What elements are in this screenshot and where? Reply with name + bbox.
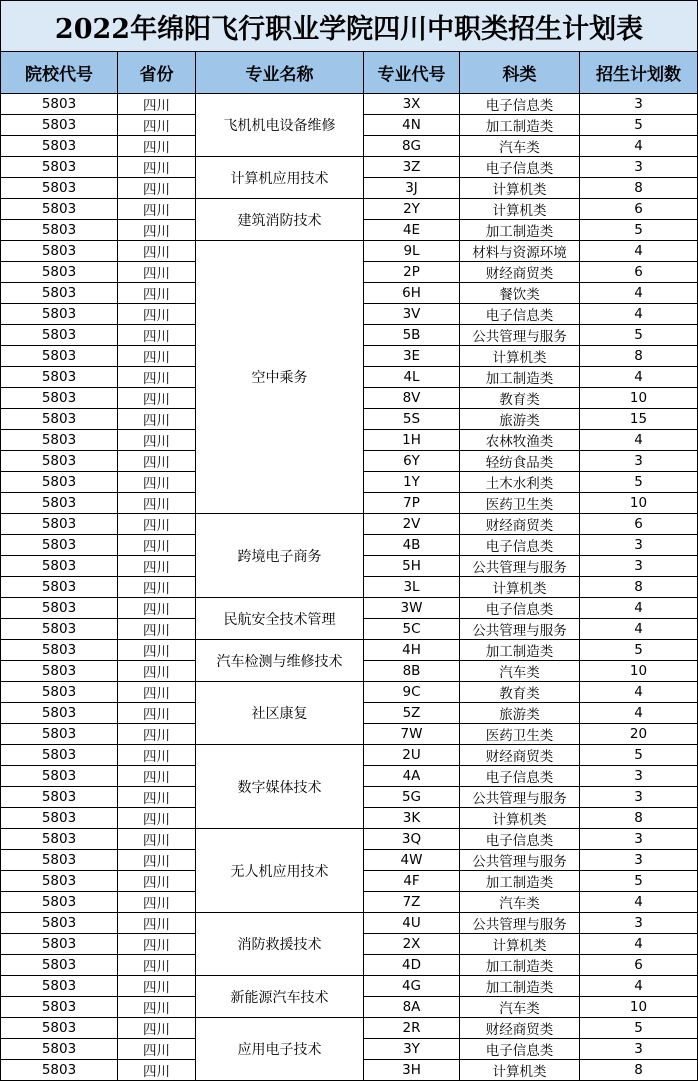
major-code-cell: 4N — [364, 115, 460, 136]
province-cell: 四川 — [118, 577, 196, 598]
province-cell: 四川 — [118, 556, 196, 577]
province-cell: 四川 — [118, 94, 196, 115]
category-cell: 公共管理与服务 — [460, 913, 580, 934]
province-cell: 四川 — [118, 220, 196, 241]
major-code-cell: 3W — [364, 598, 460, 619]
plan-count-cell: 3 — [580, 913, 698, 934]
major-name-cell: 数字媒体技术 — [196, 745, 364, 829]
header-plan-count: 招生计划数 — [580, 52, 698, 94]
major-code-cell: 6H — [364, 283, 460, 304]
header-province: 省份 — [118, 52, 196, 94]
major-code-cell: 9C — [364, 682, 460, 703]
category-cell: 汽车类 — [460, 136, 580, 157]
category-cell: 餐饮类 — [460, 283, 580, 304]
province-cell: 四川 — [118, 283, 196, 304]
province-cell: 四川 — [118, 178, 196, 199]
major-code-cell: 2P — [364, 262, 460, 283]
school-code-cell: 5803 — [0, 304, 118, 325]
school-code-cell: 5803 — [0, 661, 118, 682]
plan-count-cell: 5 — [580, 640, 698, 661]
province-cell: 四川 — [118, 262, 196, 283]
province-cell: 四川 — [118, 1060, 196, 1081]
category-cell: 电子信息类 — [460, 829, 580, 850]
plan-count-cell: 4 — [580, 892, 698, 913]
plan-count-cell: 8 — [580, 808, 698, 829]
school-code-cell: 5803 — [0, 955, 118, 976]
school-code-cell: 5803 — [0, 1018, 118, 1039]
category-cell: 加工制造类 — [460, 871, 580, 892]
major-code-cell: 5G — [364, 787, 460, 808]
category-cell: 公共管理与服务 — [460, 787, 580, 808]
category-cell: 加工制造类 — [460, 976, 580, 997]
major-code-cell: 5H — [364, 556, 460, 577]
school-code-cell: 5803 — [0, 766, 118, 787]
plan-count-cell: 8 — [580, 1060, 698, 1081]
plan-count-cell: 15 — [580, 409, 698, 430]
province-cell: 四川 — [118, 136, 196, 157]
category-cell: 计算机类 — [460, 178, 580, 199]
category-cell: 医药卫生类 — [460, 493, 580, 514]
category-cell: 财经商贸类 — [460, 745, 580, 766]
category-cell: 电子信息类 — [460, 157, 580, 178]
major-code-cell: 3E — [364, 346, 460, 367]
plan-count-cell: 8 — [580, 577, 698, 598]
province-cell: 四川 — [118, 871, 196, 892]
plan-count-cell: 4 — [580, 976, 698, 997]
major-code-cell: 3Y — [364, 1039, 460, 1060]
province-cell: 四川 — [118, 682, 196, 703]
plan-count-cell: 5 — [580, 745, 698, 766]
province-cell: 四川 — [118, 430, 196, 451]
major-code-cell: 7W — [364, 724, 460, 745]
school-code-cell: 5803 — [0, 514, 118, 535]
major-code-cell: 5C — [364, 619, 460, 640]
province-cell: 四川 — [118, 1018, 196, 1039]
category-cell: 土木水利类 — [460, 472, 580, 493]
plan-count-cell: 6 — [580, 262, 698, 283]
school-code-cell: 5803 — [0, 598, 118, 619]
category-cell: 材料与资源环境 — [460, 241, 580, 262]
plan-count-cell: 3 — [580, 451, 698, 472]
school-code-cell: 5803 — [0, 157, 118, 178]
category-cell: 旅游类 — [460, 703, 580, 724]
major-name-cell: 跨境电子商务 — [196, 514, 364, 598]
plan-count-cell: 5 — [580, 220, 698, 241]
plan-count-cell: 6 — [580, 514, 698, 535]
province-cell: 四川 — [118, 472, 196, 493]
plan-count-cell: 4 — [580, 304, 698, 325]
province-cell: 四川 — [118, 766, 196, 787]
school-code-cell: 5803 — [0, 178, 118, 199]
plan-count-cell: 3 — [580, 157, 698, 178]
major-name-cell: 无人机应用技术 — [196, 829, 364, 913]
category-cell: 公共管理与服务 — [460, 619, 580, 640]
province-cell: 四川 — [118, 409, 196, 430]
major-code-cell: 8G — [364, 136, 460, 157]
major-code-cell: 2X — [364, 934, 460, 955]
major-name-cell: 空中乘务 — [196, 241, 364, 514]
major-code-cell: 8A — [364, 997, 460, 1018]
category-cell: 教育类 — [460, 388, 580, 409]
major-code-cell: 6Y — [364, 451, 460, 472]
province-cell: 四川 — [118, 661, 196, 682]
plan-count-cell: 10 — [580, 388, 698, 409]
school-code-cell: 5803 — [0, 934, 118, 955]
school-code-cell: 5803 — [0, 367, 118, 388]
major-code-cell: 4G — [364, 976, 460, 997]
province-cell: 四川 — [118, 1039, 196, 1060]
province-cell: 四川 — [118, 346, 196, 367]
category-cell: 旅游类 — [460, 409, 580, 430]
school-code-cell: 5803 — [0, 451, 118, 472]
plan-count-cell: 5 — [580, 115, 698, 136]
major-code-cell: 4A — [364, 766, 460, 787]
province-cell: 四川 — [118, 493, 196, 514]
major-code-cell: 2U — [364, 745, 460, 766]
category-cell: 计算机类 — [460, 577, 580, 598]
province-cell: 四川 — [118, 850, 196, 871]
category-cell: 加工制造类 — [460, 640, 580, 661]
major-code-cell: 2V — [364, 514, 460, 535]
category-cell: 汽车类 — [460, 997, 580, 1018]
province-cell: 四川 — [118, 955, 196, 976]
plan-count-cell: 4 — [580, 598, 698, 619]
plan-count-cell: 6 — [580, 955, 698, 976]
school-code-cell: 5803 — [0, 577, 118, 598]
category-cell: 医药卫生类 — [460, 724, 580, 745]
major-name-cell: 计算机应用技术 — [196, 157, 364, 199]
school-code-cell: 5803 — [0, 892, 118, 913]
major-code-cell: 3Q — [364, 829, 460, 850]
category-cell: 计算机类 — [460, 346, 580, 367]
major-name-cell: 民航安全技术管理 — [196, 598, 364, 640]
school-code-cell: 5803 — [0, 703, 118, 724]
plan-count-cell: 4 — [580, 703, 698, 724]
plan-count-cell: 4 — [580, 283, 698, 304]
major-name-cell: 消防救援技术 — [196, 913, 364, 976]
major-code-cell: 8B — [364, 661, 460, 682]
major-code-cell: 5S — [364, 409, 460, 430]
major-code-cell: 3J — [364, 178, 460, 199]
major-code-cell: 4D — [364, 955, 460, 976]
major-code-cell: 2R — [364, 1018, 460, 1039]
school-code-cell: 5803 — [0, 388, 118, 409]
major-code-cell: 4L — [364, 367, 460, 388]
major-code-cell: 3K — [364, 808, 460, 829]
major-name-cell: 新能源汽车技术 — [196, 976, 364, 1018]
school-code-cell: 5803 — [0, 787, 118, 808]
major-code-cell: 4U — [364, 913, 460, 934]
school-code-cell: 5803 — [0, 556, 118, 577]
plan-count-cell: 3 — [580, 850, 698, 871]
major-code-cell: 7P — [364, 493, 460, 514]
plan-count-cell: 4 — [580, 682, 698, 703]
school-code-cell: 5803 — [0, 262, 118, 283]
school-code-cell: 5803 — [0, 472, 118, 493]
major-name-cell: 建筑消防技术 — [196, 199, 364, 241]
major-code-cell: 2Y — [364, 199, 460, 220]
plan-count-cell: 3 — [580, 1039, 698, 1060]
plan-count-cell: 3 — [580, 766, 698, 787]
province-cell: 四川 — [118, 640, 196, 661]
school-code-cell: 5803 — [0, 409, 118, 430]
school-code-cell: 5803 — [0, 115, 118, 136]
header-major-name: 专业名称 — [196, 52, 364, 94]
province-cell: 四川 — [118, 598, 196, 619]
category-cell: 电子信息类 — [460, 535, 580, 556]
school-code-cell: 5803 — [0, 430, 118, 451]
category-cell: 加工制造类 — [460, 220, 580, 241]
plan-count-cell: 20 — [580, 724, 698, 745]
province-cell: 四川 — [118, 325, 196, 346]
province-cell: 四川 — [118, 745, 196, 766]
province-cell: 四川 — [118, 913, 196, 934]
plan-count-cell: 4 — [580, 430, 698, 451]
province-cell: 四川 — [118, 934, 196, 955]
province-cell: 四川 — [118, 388, 196, 409]
school-code-cell: 5803 — [0, 94, 118, 115]
major-code-cell: 1H — [364, 430, 460, 451]
province-cell: 四川 — [118, 115, 196, 136]
plan-count-cell: 3 — [580, 829, 698, 850]
category-cell: 计算机类 — [460, 808, 580, 829]
major-name-cell: 社区康复 — [196, 682, 364, 745]
category-cell: 公共管理与服务 — [460, 325, 580, 346]
major-code-cell: 5B — [364, 325, 460, 346]
category-cell: 农林牧渔类 — [460, 430, 580, 451]
school-code-cell: 5803 — [0, 682, 118, 703]
category-cell: 公共管理与服务 — [460, 556, 580, 577]
major-name-cell: 飞机机电设备维修 — [196, 94, 364, 157]
school-code-cell: 5803 — [0, 1039, 118, 1060]
province-cell: 四川 — [118, 787, 196, 808]
province-cell: 四川 — [118, 997, 196, 1018]
plan-count-cell: 10 — [580, 997, 698, 1018]
plan-count-cell: 4 — [580, 136, 698, 157]
school-code-cell: 5803 — [0, 220, 118, 241]
category-cell: 财经商贸类 — [460, 514, 580, 535]
header-category: 科类 — [460, 52, 580, 94]
major-code-cell: 1Y — [364, 472, 460, 493]
category-cell: 计算机类 — [460, 199, 580, 220]
category-cell: 电子信息类 — [460, 304, 580, 325]
plan-count-cell: 6 — [580, 199, 698, 220]
province-cell: 四川 — [118, 157, 196, 178]
school-code-cell: 5803 — [0, 619, 118, 640]
major-code-cell: 8V — [364, 388, 460, 409]
major-code-cell: 7Z — [364, 892, 460, 913]
school-code-cell: 5803 — [0, 640, 118, 661]
header-major-code: 专业代号 — [364, 52, 460, 94]
major-code-cell: 3V — [364, 304, 460, 325]
category-cell: 电子信息类 — [460, 766, 580, 787]
major-code-cell: 5Z — [364, 703, 460, 724]
province-cell: 四川 — [118, 619, 196, 640]
major-code-cell: 3L — [364, 577, 460, 598]
header-school-code: 院校代号 — [0, 52, 118, 94]
school-code-cell: 5803 — [0, 724, 118, 745]
major-code-cell: 9L — [364, 241, 460, 262]
plan-count-cell: 10 — [580, 493, 698, 514]
school-code-cell: 5803 — [0, 325, 118, 346]
province-cell: 四川 — [118, 535, 196, 556]
plan-count-cell: 3 — [580, 94, 698, 115]
school-code-cell: 5803 — [0, 829, 118, 850]
category-cell: 电子信息类 — [460, 598, 580, 619]
category-cell: 财经商贸类 — [460, 262, 580, 283]
major-name-cell: 应用电子技术 — [196, 1018, 364, 1081]
plan-count-cell: 3 — [580, 535, 698, 556]
plan-count-cell: 5 — [580, 325, 698, 346]
major-code-cell: 4H — [364, 640, 460, 661]
category-cell: 汽车类 — [460, 892, 580, 913]
province-cell: 四川 — [118, 724, 196, 745]
plan-count-cell: 8 — [580, 346, 698, 367]
province-cell: 四川 — [118, 199, 196, 220]
major-code-cell: 3Z — [364, 157, 460, 178]
plan-count-cell: 5 — [580, 472, 698, 493]
page-title: 2022年绵阳飞行职业学院四川中职类招生计划表 — [0, 0, 698, 52]
school-code-cell: 5803 — [0, 997, 118, 1018]
category-cell: 电子信息类 — [460, 1039, 580, 1060]
category-cell: 教育类 — [460, 682, 580, 703]
school-code-cell: 5803 — [0, 871, 118, 892]
school-code-cell: 5803 — [0, 346, 118, 367]
plan-count-cell: 5 — [580, 871, 698, 892]
category-cell: 公共管理与服务 — [460, 850, 580, 871]
major-code-cell: 4F — [364, 871, 460, 892]
major-code-cell: 3H — [364, 1060, 460, 1081]
school-code-cell: 5803 — [0, 850, 118, 871]
plan-count-cell: 4 — [580, 619, 698, 640]
province-cell: 四川 — [118, 451, 196, 472]
major-code-cell: 4E — [364, 220, 460, 241]
plan-count-cell: 3 — [580, 556, 698, 577]
province-cell: 四川 — [118, 829, 196, 850]
school-code-cell: 5803 — [0, 535, 118, 556]
category-cell: 计算机类 — [460, 934, 580, 955]
category-cell: 加工制造类 — [460, 367, 580, 388]
major-code-cell: 3X — [364, 94, 460, 115]
school-code-cell: 5803 — [0, 808, 118, 829]
province-cell: 四川 — [118, 808, 196, 829]
plan-count-cell: 8 — [580, 178, 698, 199]
category-cell: 电子信息类 — [460, 94, 580, 115]
province-cell: 四川 — [118, 892, 196, 913]
province-cell: 四川 — [118, 514, 196, 535]
province-cell: 四川 — [118, 703, 196, 724]
category-cell: 汽车类 — [460, 661, 580, 682]
plan-count-cell: 10 — [580, 661, 698, 682]
school-code-cell: 5803 — [0, 199, 118, 220]
school-code-cell: 5803 — [0, 241, 118, 262]
province-cell: 四川 — [118, 304, 196, 325]
province-cell: 四川 — [118, 976, 196, 997]
plan-count-cell: 5 — [580, 1018, 698, 1039]
plan-count-cell: 4 — [580, 241, 698, 262]
plan-count-cell: 3 — [580, 787, 698, 808]
province-cell: 四川 — [118, 241, 196, 262]
school-code-cell: 5803 — [0, 913, 118, 934]
major-code-cell: 4W — [364, 850, 460, 871]
school-code-cell: 5803 — [0, 745, 118, 766]
category-cell: 加工制造类 — [460, 955, 580, 976]
plan-count-cell: 4 — [580, 934, 698, 955]
school-code-cell: 5803 — [0, 136, 118, 157]
major-name-cell: 汽车检测与维修技术 — [196, 640, 364, 682]
school-code-cell: 5803 — [0, 493, 118, 514]
province-cell: 四川 — [118, 367, 196, 388]
school-code-cell: 5803 — [0, 283, 118, 304]
school-code-cell: 5803 — [0, 976, 118, 997]
category-cell: 财经商贸类 — [460, 1018, 580, 1039]
category-cell: 轻纺食品类 — [460, 451, 580, 472]
school-code-cell: 5803 — [0, 1060, 118, 1081]
category-cell: 加工制造类 — [460, 115, 580, 136]
plan-count-cell: 4 — [580, 367, 698, 388]
category-cell: 计算机类 — [460, 1060, 580, 1081]
major-code-cell: 4B — [364, 535, 460, 556]
